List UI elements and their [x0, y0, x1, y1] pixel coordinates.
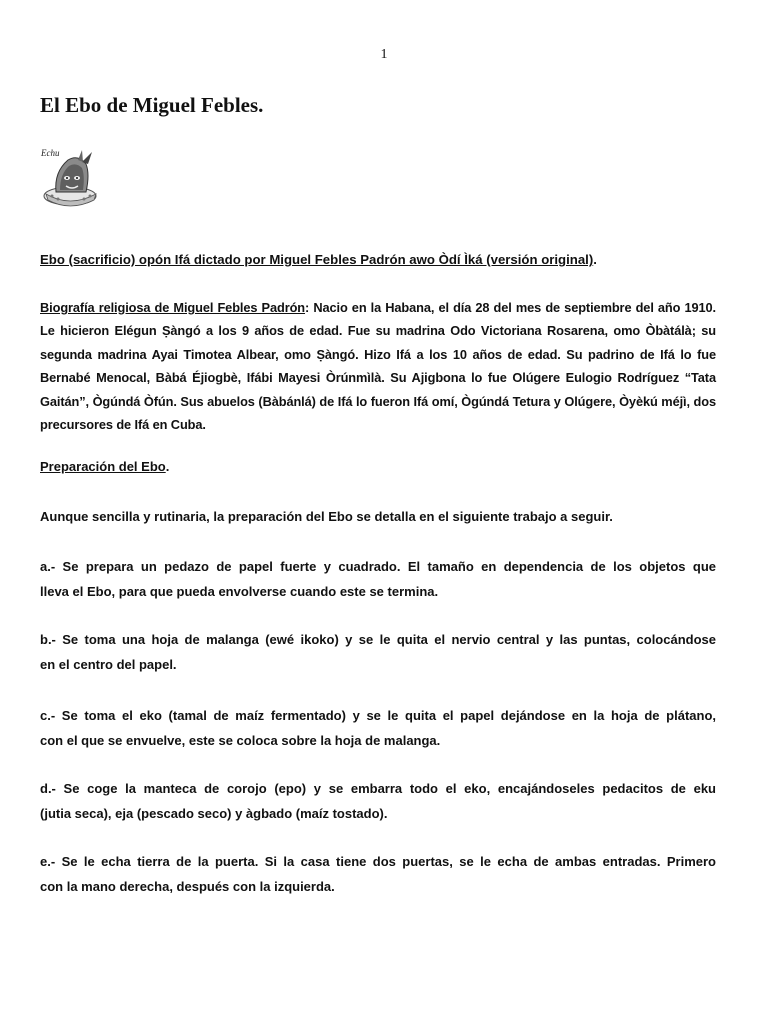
biography-line: Bernabé Menocal, Bàbá Éjiogbè, Ifábi Mayesi Òrúnmìlà. Su Ajigbona lo fue Olúgere Eulogio Rodríguez “Tata: [40, 370, 716, 386]
biography-paragraph: [40, 296, 716, 436]
step-line: (jutia seca), eja (pescado seco) y àgbado (maíz tostado).: [40, 806, 388, 821]
biography-line: segunda madrina Ayai Timotea Albear, omo Ṣàngó. Hizo Ifá a los 10 años de edad. Su padrino de Ifá lo fue: [40, 346, 716, 362]
page-title: El Ebo de Miguel Febles.: [40, 93, 264, 117]
step-line: c.- Se toma el eko (tamal de maíz fermentado) y se le quita el papel dejándose en la hoja de plátano,: [40, 708, 716, 723]
eshu-figure-icon: [38, 146, 104, 212]
section-title: [40, 459, 169, 474]
biography-line: Gaitán”, Ògúndá Òfún. Sus abuelos (Bàbánlá) de Ifá lo fueron Ifá omí, Ògúndá Tetura y Olúgere, Òyèkú méjì, dos: [40, 393, 716, 409]
step-e: [40, 849, 716, 899]
step-line: con el que se envuelve, este se coloca sobre la hoja de malanga.: [40, 733, 441, 748]
subtitle-suffix: .: [593, 252, 597, 267]
section-title-suffix: .: [165, 459, 170, 474]
step-line: con la mano derecha, después con la izquierda.: [40, 879, 335, 894]
page-number: 1: [380, 47, 388, 62]
step-a: [40, 554, 716, 604]
svg-text:Echu: Echu: [41, 148, 60, 158]
step-line: b.- Se toma una hoja de malanga (ewé ikoko) y se le quita el nervio central y las puntas, colocándose: [40, 632, 716, 647]
step-c: [40, 703, 716, 753]
preparation-intro: Aunque sencilla y rutinaria, la preparación del Ebo se detalla en el siguiente trabajo a seguir.: [40, 509, 613, 524]
biography-heading: Biografía religiosa de Miguel Febles Padrón: [40, 300, 306, 315]
biography-line: precursores de Ifá en Cuba.: [40, 417, 206, 433]
step-line: lleva el Ebo, para que pueda envolverse cuando este se termina.: [40, 584, 439, 599]
step-line: en el centro del papel.: [40, 657, 177, 672]
step-b: [40, 627, 716, 677]
document-subtitle: [40, 252, 720, 267]
subtitle-text: Ebo (sacrificio) opón Ifá dictado por Miguel Febles Padrón awo Òdí Ìká (versión original): [40, 252, 594, 267]
biography-line-text: : Nacio en la Habana, el día 28 del mes de septiembre del año 1910.: [305, 300, 717, 315]
step-line: e.- Se le echa tierra de la puerta. Si la casa tiene dos puertas, se le echa de ambas entradas. Primero: [40, 854, 716, 869]
step-line: d.- Se coge la manteca de corojo (epo) y se embarra todo el eko, encajándoseles pedacitos de eku: [40, 781, 716, 796]
biography-line: Le hicieron Elégun Ṣàngó a los 9 años de edad. Fue su madrina Odo Victoriana Rosarena, omo Òbàtálà; su: [40, 323, 716, 339]
section-title-text: Preparación del Ebo: [40, 459, 166, 474]
biography-line: [40, 296, 716, 319]
step-d: [40, 776, 716, 826]
step-line: a.- Se prepara un pedazo de papel fuerte y cuadrado. El tamaño en dependencia de los objetos que: [40, 559, 716, 574]
